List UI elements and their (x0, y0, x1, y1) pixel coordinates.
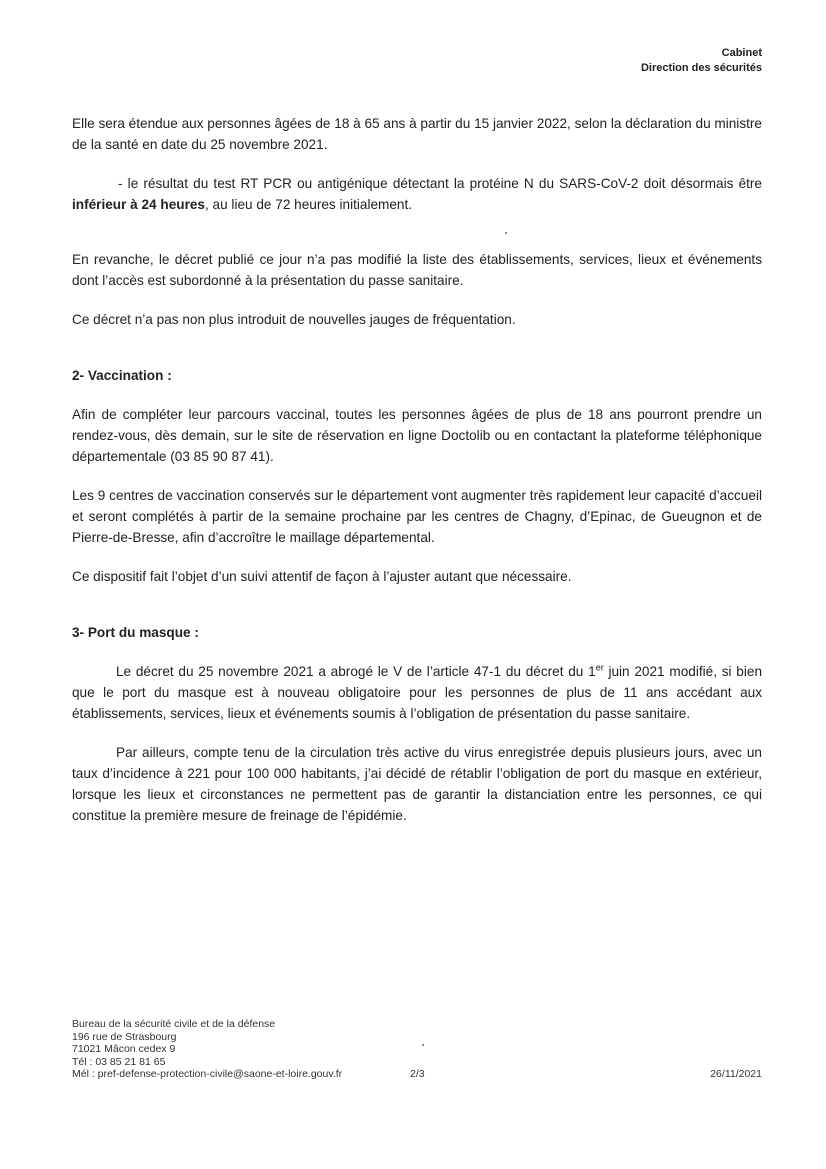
scan-speck (422, 1044, 424, 1046)
paragraph-test-validity (72, 173, 762, 215)
footer-phone: Tél : 03 85 21 81 65 (72, 1055, 166, 1068)
header-direction: Direction des sécurités (640, 62, 762, 74)
paragraph-vaccination-centers: Les 9 centres de vaccination conservés sur le département vont augmenter très rapidement leur capacité d’accueil et seront complétés à partir de la semaine prochaine par les centres de Chagny, d’Epinac, de Gueugnon et de Pierre-de-Bresse, afin d’accroître le maillage départemental. (72, 488, 762, 545)
paragraph-age-extension: Elle sera étendue aux personnes âgées de 18 à 65 ans à partir du 15 janvier 2022, selon la déclaration du ministre de la santé en date du 25 novembre 2021. (72, 116, 762, 152)
footer-street: 196 rue de Strasbourg (72, 1030, 177, 1043)
decree-text-after: juin 2021 modifié, si bien que le port du masque est à nouveau obligatoire pour les personnes de plus de 11 ans accédant aux établissements, services, lieux et événements soumis à l’obligation de présentation du passe sanitaire. (72, 664, 763, 721)
paragraph-vaccination-booking: Afin de compléter leur parcours vaccinal, toutes les personnes âgées de plus de 18 ans pourront prendre un rendez-vous, dès demain, sur le site de réservation en ligne Doctolib ou en contactant la plateforme téléphonique départementale (03 85 90 87 41). (72, 407, 762, 464)
decree-text-before: Le décret du 25 novembre 2021 a abrogé le V de l’article 47-1 du décret du 1 (116, 664, 596, 679)
paragraph-establishments: En revanche, le décret publié ce jour n’a pas modifié la liste des établissements, services, lieux et événements dont l’accès est subordonné à la présentation du passe sanitaire. (72, 252, 762, 288)
test-text-before: - le résultat du test RT PCR ou antigénique détectant la protéine N du SARS-CoV-2 doit désormais être (118, 176, 762, 191)
test-text-after: , au lieu de 72 heures initialement. (204, 197, 413, 212)
footer-bureau: Bureau de la sécurité civile et de la défense (72, 1018, 276, 1030)
document-body (72, 113, 762, 826)
paragraph-gauges: Ce décret n’a pas non plus introduit de nouvelles jauges de fréquentation. (72, 312, 516, 327)
footer-city: 71021 Mâcon cedex 9 (72, 1043, 176, 1055)
paragraph-monitoring: Ce dispositif fait l’objet d’un suivi attentif de façon à l’ajuster autant que nécessaire. (72, 569, 572, 584)
page-header (641, 46, 762, 76)
paragraph-mask-decree (72, 661, 762, 724)
document-date: 26/11/2021 (710, 1068, 762, 1080)
decree-superscript: er (595, 662, 604, 673)
test-duration-bold: inférieur à 24 heures (72, 197, 205, 212)
scan-speck (505, 232, 507, 234)
header-cabinet: Cabinet (721, 47, 762, 59)
page-footer (72, 1018, 762, 1081)
page-number: 2/3 (410, 1068, 425, 1080)
section-title-vaccination: 2- Vaccination : (72, 368, 172, 383)
paragraph-mask-outdoor: Par ailleurs, compte tenu de la circulation très active du virus enregistrée depuis plusieurs jours, avec un taux d’incidence à 221 pour 100 000 habitants, j’ai décidé de rétablir l’obligation de port du masque en extérieur, lorsque les lieux et circonstances ne permettent pas de garantir la distanciation entre les personnes, ce qui constitue la première mesure de freinage de l’épidémie. (72, 745, 762, 823)
footer-email: Mél : pref-defense-protection-civile@saone-et-loire.gouv.fr (72, 1068, 343, 1080)
section-title-mask: 3- Port du masque : (72, 625, 199, 640)
